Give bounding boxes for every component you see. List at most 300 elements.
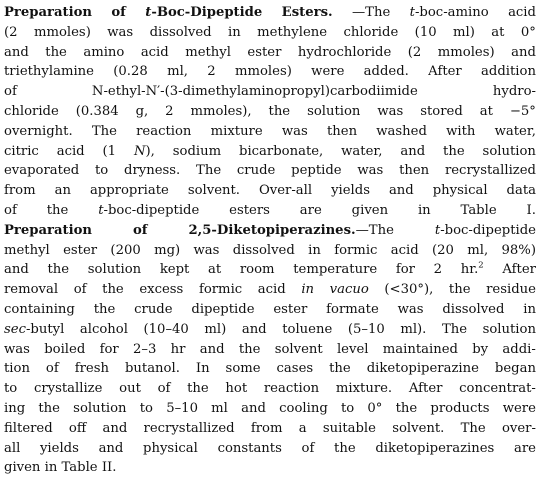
word xyxy=(150,23,212,43)
text-run: are xyxy=(299,202,322,218)
word xyxy=(352,3,390,23)
text-run: for xyxy=(395,262,415,278)
word xyxy=(188,221,393,241)
text-run: Table xyxy=(460,202,497,218)
word xyxy=(400,320,426,340)
word xyxy=(503,399,536,419)
word xyxy=(527,201,536,221)
text-run: 98%) xyxy=(501,242,536,258)
text-run: After xyxy=(408,381,443,397)
word xyxy=(4,221,92,241)
word xyxy=(171,340,186,360)
text-run: from xyxy=(250,420,283,436)
word xyxy=(46,359,59,379)
word xyxy=(4,241,50,261)
word xyxy=(4,260,29,280)
text-run: ml) xyxy=(453,24,475,40)
text-run: t xyxy=(434,222,441,238)
word xyxy=(166,399,198,419)
text-run: g, xyxy=(135,103,149,119)
text-run: (1 xyxy=(102,143,117,159)
text-run: —The xyxy=(355,222,394,238)
paragraph-boc-dipeptide-esters xyxy=(4,3,536,221)
word xyxy=(69,419,86,439)
word xyxy=(167,62,188,82)
word xyxy=(55,181,71,201)
word xyxy=(445,161,536,181)
text-run: the xyxy=(102,282,124,298)
word xyxy=(302,439,315,459)
word xyxy=(330,280,369,300)
text-run: methylene xyxy=(257,24,328,40)
word xyxy=(461,419,486,439)
text-run: acid xyxy=(56,143,85,159)
word xyxy=(507,181,536,201)
text-run: ml, xyxy=(167,64,188,80)
word xyxy=(521,23,536,43)
text-run: reaction xyxy=(263,381,320,397)
word xyxy=(247,43,281,63)
word xyxy=(459,379,536,399)
text-run: and xyxy=(98,440,124,456)
text-run: mmoles) xyxy=(33,24,91,40)
text-run: dissolved xyxy=(232,242,295,258)
text-run: the xyxy=(38,400,60,416)
word xyxy=(483,320,536,340)
text-run: concentrat- xyxy=(459,381,536,397)
paragraph-diketopiperazines xyxy=(4,221,536,478)
text-run: overnight. xyxy=(4,123,73,139)
text-run: solution xyxy=(73,400,127,416)
word xyxy=(239,340,261,360)
word xyxy=(111,3,125,23)
text-run: solvent xyxy=(274,341,323,357)
text-run: triethylamine xyxy=(4,64,94,80)
word xyxy=(4,399,25,419)
text-run: water, xyxy=(494,123,536,139)
word xyxy=(191,300,254,320)
text-run: the xyxy=(46,202,69,218)
text-run: the xyxy=(329,361,351,377)
text-run: ester xyxy=(247,44,282,60)
text-run: methyl xyxy=(185,44,231,60)
text-run: t xyxy=(98,202,104,218)
word xyxy=(92,82,418,102)
text-run: 2 xyxy=(207,64,216,80)
text-run: dipeptide xyxy=(191,301,255,317)
word xyxy=(4,122,73,142)
word xyxy=(119,379,141,399)
text-run: then xyxy=(399,163,430,179)
word xyxy=(102,419,127,439)
word xyxy=(94,300,116,320)
text-run: the xyxy=(238,341,261,357)
text-run: (<30°), xyxy=(384,282,434,298)
text-run: the xyxy=(448,282,471,298)
word xyxy=(102,280,124,300)
word xyxy=(495,122,536,142)
word xyxy=(418,201,431,221)
word xyxy=(415,23,437,43)
word xyxy=(4,201,17,221)
word xyxy=(92,122,117,142)
text-run: was xyxy=(193,242,220,258)
text-run: crystallize xyxy=(33,381,103,397)
word xyxy=(259,181,312,201)
text-run: acid xyxy=(508,5,536,20)
text-run: level xyxy=(336,341,369,357)
text-run: was xyxy=(357,163,384,179)
word xyxy=(228,23,241,43)
text-run: all xyxy=(4,440,21,456)
text-run: ml). xyxy=(400,321,427,337)
text-line xyxy=(4,379,536,399)
text-run: removal xyxy=(4,282,59,298)
word xyxy=(83,43,124,63)
word xyxy=(136,122,191,142)
text-run: for xyxy=(99,341,119,357)
text-run: After xyxy=(502,262,536,278)
word xyxy=(443,142,465,162)
word xyxy=(196,161,221,181)
word xyxy=(511,43,536,63)
word xyxy=(211,399,228,419)
word xyxy=(141,43,169,63)
text-run: and xyxy=(400,143,426,159)
word xyxy=(124,161,180,181)
text-run: of xyxy=(73,282,87,298)
word xyxy=(199,280,242,300)
text-run: washed xyxy=(376,123,427,139)
text-run: hydrochloride xyxy=(297,44,392,60)
word xyxy=(76,102,119,122)
word xyxy=(103,142,117,162)
text-run: boiled xyxy=(44,341,86,357)
word xyxy=(102,458,117,478)
text-run: data xyxy=(506,183,536,199)
word xyxy=(237,161,275,181)
text-run: addition xyxy=(481,64,536,80)
text-run: physical xyxy=(432,183,488,199)
word xyxy=(327,122,357,142)
word xyxy=(133,221,147,241)
text-run: solution xyxy=(307,103,361,119)
word xyxy=(367,399,382,419)
word xyxy=(461,201,497,221)
word xyxy=(241,399,266,419)
word xyxy=(258,280,286,300)
text-line xyxy=(4,340,536,360)
text-run: kept xyxy=(159,262,190,278)
text-run: sodium xyxy=(172,143,222,159)
text-run: The xyxy=(441,321,468,337)
word xyxy=(442,300,504,320)
word xyxy=(4,439,20,459)
text-run: hr. xyxy=(460,262,479,278)
word xyxy=(40,439,79,459)
text-run: (0.28 xyxy=(113,64,148,80)
word xyxy=(62,458,98,478)
text-run: (5–10 xyxy=(347,321,385,337)
word xyxy=(364,62,409,82)
word xyxy=(384,280,433,300)
word xyxy=(348,320,385,340)
word xyxy=(410,3,489,23)
word xyxy=(75,359,109,379)
text-run: hot xyxy=(225,381,248,397)
text-line xyxy=(4,221,536,241)
text-run: of xyxy=(45,361,59,377)
word xyxy=(229,201,270,221)
text-run: given xyxy=(351,202,389,218)
text-run: ), xyxy=(145,143,155,159)
text-run: I. xyxy=(526,202,536,218)
word xyxy=(300,201,322,221)
word xyxy=(160,260,190,280)
text-run: chloride xyxy=(4,103,59,119)
text-run: diketopiperazines xyxy=(375,440,495,456)
text-run: and xyxy=(4,44,29,60)
text-run: an xyxy=(54,183,71,199)
text-run: yields xyxy=(39,440,79,456)
text-run: was xyxy=(397,301,424,317)
text-line xyxy=(4,300,536,320)
word xyxy=(298,43,391,63)
word xyxy=(158,379,171,399)
text-run: maintained xyxy=(382,341,458,357)
word xyxy=(343,23,398,43)
word xyxy=(282,3,333,23)
word xyxy=(282,320,332,340)
word xyxy=(502,419,536,439)
text-run: of xyxy=(157,381,171,397)
text-run: addi- xyxy=(502,341,536,357)
text-run: (2 xyxy=(4,24,18,40)
text-run: Preparation xyxy=(4,5,92,20)
word xyxy=(326,300,379,320)
word xyxy=(242,320,267,340)
text-run: solvent. xyxy=(187,183,240,199)
text-run: recrystallized xyxy=(143,420,235,436)
text-run: hydro- xyxy=(492,84,536,100)
word xyxy=(352,201,388,221)
word xyxy=(408,43,422,63)
word xyxy=(399,161,429,181)
text-run: mmoles) xyxy=(234,64,292,80)
word xyxy=(398,300,424,320)
text-run: butanol. xyxy=(124,361,180,377)
text-run: peptide xyxy=(291,163,342,179)
word xyxy=(375,439,494,459)
text-run: t xyxy=(145,5,152,20)
word xyxy=(204,320,226,340)
text-run: The xyxy=(196,163,222,179)
text-run: II. xyxy=(101,460,117,476)
word xyxy=(225,379,247,399)
text-run: t xyxy=(409,5,415,20)
word xyxy=(4,102,59,122)
text-run: excess xyxy=(139,282,184,298)
word xyxy=(337,340,369,360)
text-run: and xyxy=(511,44,536,60)
word xyxy=(251,419,283,439)
text-run: are xyxy=(514,440,536,456)
word xyxy=(99,439,124,459)
text-run: 2 xyxy=(478,260,484,271)
text-run: was xyxy=(281,123,308,139)
text-run: constants xyxy=(217,440,282,456)
text-run: citric xyxy=(4,143,39,159)
word xyxy=(107,23,133,43)
text-run: (2 xyxy=(407,44,422,60)
text-run: (10 xyxy=(414,24,437,40)
text-run: methyl xyxy=(4,242,50,258)
text-run: esters xyxy=(229,202,270,218)
word xyxy=(453,23,475,43)
word xyxy=(400,142,425,162)
word xyxy=(4,181,36,201)
text-run: of xyxy=(133,222,148,238)
word xyxy=(47,260,69,280)
text-run: the xyxy=(187,381,209,397)
word xyxy=(277,359,314,379)
word xyxy=(136,102,149,122)
text-run: to xyxy=(95,163,109,179)
text-run: ml xyxy=(211,400,228,416)
text-run: was xyxy=(107,24,134,40)
word xyxy=(4,43,29,63)
text-line xyxy=(4,43,536,63)
text-run: cooling xyxy=(279,400,328,416)
word xyxy=(428,62,462,82)
word xyxy=(34,23,91,43)
text-run: (10–40 xyxy=(143,321,189,337)
text-run: acid xyxy=(140,44,169,60)
text-run: -boc-dipeptide xyxy=(103,202,200,218)
word xyxy=(329,359,351,379)
text-run: at xyxy=(479,103,493,119)
text-run: evaporated xyxy=(4,163,80,179)
text-run: ester xyxy=(63,242,98,258)
word xyxy=(235,62,292,82)
text-run: containing xyxy=(4,301,75,317)
word xyxy=(165,102,173,122)
word xyxy=(4,340,30,360)
word xyxy=(435,221,536,241)
text-run: 2 xyxy=(165,103,174,119)
text-run: The xyxy=(91,123,117,139)
word xyxy=(523,300,536,320)
text-run: -boc-dipeptide xyxy=(440,222,536,238)
text-run: residue xyxy=(486,282,536,298)
word xyxy=(4,62,94,82)
text-run: began xyxy=(494,361,536,377)
text-run: of xyxy=(4,84,17,100)
text-run: 2–3 xyxy=(132,341,157,357)
text-line xyxy=(4,241,536,261)
text-run: with xyxy=(446,123,476,139)
word xyxy=(73,399,126,419)
text-run: formic xyxy=(334,242,378,258)
word xyxy=(187,379,209,399)
word xyxy=(240,260,275,280)
word xyxy=(191,102,252,122)
text-run: of xyxy=(111,5,126,20)
word xyxy=(367,359,479,379)
text-run: 2 xyxy=(433,262,443,278)
word xyxy=(145,3,262,23)
word xyxy=(4,359,30,379)
word xyxy=(334,439,356,459)
text-run: acid xyxy=(390,242,419,258)
word xyxy=(279,399,328,419)
word xyxy=(472,340,488,360)
text-run: to xyxy=(340,400,355,416)
word xyxy=(154,241,180,261)
text-run: In xyxy=(195,361,210,377)
text-run: −5° xyxy=(509,103,536,119)
text-run: water, xyxy=(341,143,383,159)
word xyxy=(273,300,307,320)
word xyxy=(357,161,383,181)
word xyxy=(336,379,392,399)
text-run: Table xyxy=(61,460,98,476)
word xyxy=(139,280,183,300)
text-run: ml) xyxy=(204,321,227,337)
text-run: in xyxy=(44,460,58,476)
word xyxy=(4,300,75,320)
text-run: and xyxy=(102,420,128,436)
text-line xyxy=(4,419,536,439)
word xyxy=(502,260,536,280)
text-run: solvent. xyxy=(392,420,445,436)
text-run: was xyxy=(4,341,30,357)
word xyxy=(47,201,69,221)
text-line xyxy=(4,399,536,419)
word xyxy=(491,23,504,43)
text-run: dryness. xyxy=(124,163,181,179)
text-run: by xyxy=(472,341,489,357)
text-line xyxy=(4,161,536,181)
word xyxy=(4,419,53,439)
text-run: physical xyxy=(143,440,198,456)
word xyxy=(4,82,17,102)
text-run: and xyxy=(4,262,29,278)
word xyxy=(311,62,344,82)
text-line xyxy=(4,359,536,379)
text-run: formic xyxy=(198,282,243,298)
text-run: -boc-amino xyxy=(414,5,489,20)
text-line xyxy=(4,3,536,23)
text-run: 2,5-Diketopiperazines. xyxy=(188,222,356,238)
word xyxy=(45,458,58,478)
word xyxy=(396,399,418,419)
text-run: of xyxy=(301,440,315,456)
word xyxy=(334,241,377,261)
text-run: then xyxy=(326,123,358,139)
text-run: temperature xyxy=(293,262,378,278)
text-run: reaction xyxy=(136,123,192,139)
text-line xyxy=(4,260,536,280)
word xyxy=(264,379,319,399)
text-run: yields xyxy=(331,183,370,199)
text-run: suitable xyxy=(322,420,376,436)
text-run: (20 xyxy=(432,242,454,258)
text-run: bicarbonate, xyxy=(239,143,324,159)
word xyxy=(200,340,225,360)
word xyxy=(38,399,60,419)
text-line xyxy=(4,439,536,459)
